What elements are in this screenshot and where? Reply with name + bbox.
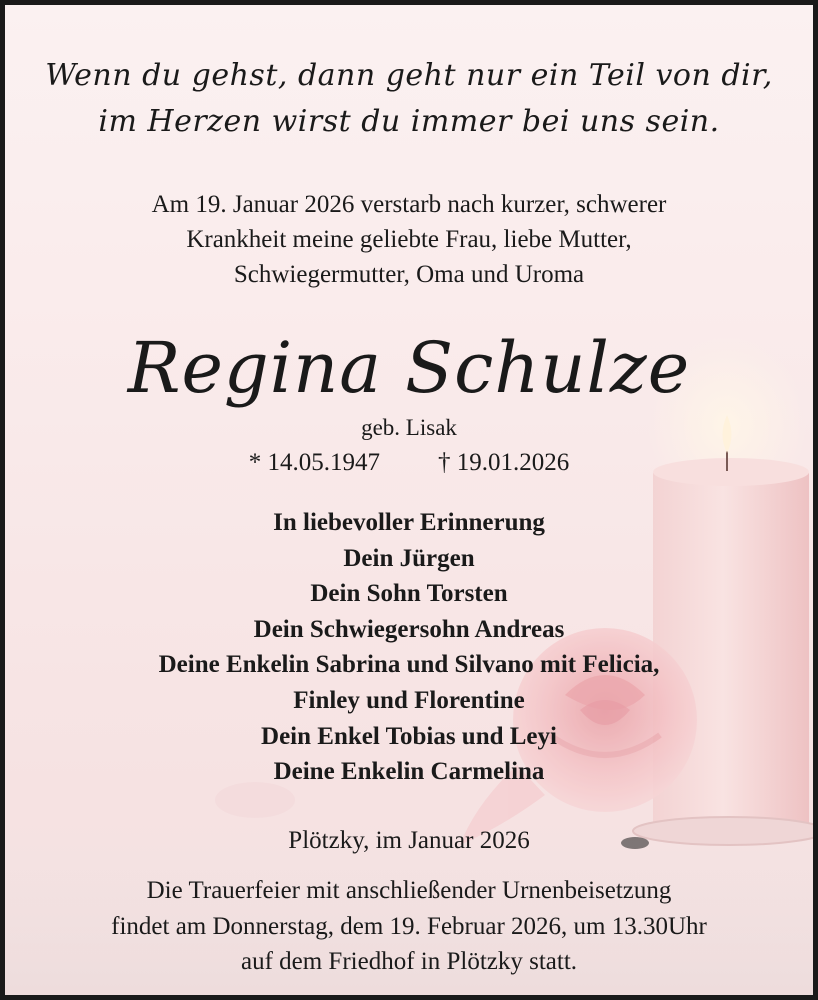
motto-line: Wenn du gehst, dann geht nur ein Teil von dir, [45, 58, 773, 93]
notice-line: findet am Donnerstag, dem 19. Februar 2026, um 13.30Uhr [111, 912, 707, 940]
motto-line: im Herzen wirst du immer bei uns sein. [98, 104, 720, 139]
death-announcement [5, 187, 813, 292]
announcement-line: Am 19. Januar 2026 verstarb nach kurzer, schwerer [151, 191, 667, 218]
death-date: † 19.01.2026 [438, 449, 570, 476]
mourner-line: In liebevoller Erinnerung [273, 509, 545, 536]
mourner-line: Dein Schwiegersohn Andreas [253, 615, 565, 643]
funeral-notice [5, 873, 813, 980]
maiden-name: geb. Lisak [361, 415, 457, 440]
mourner-line: Dein Enkel Tobias und Leyi [261, 722, 557, 750]
mourner-line: Finley und Florentine [293, 686, 525, 714]
life-dates [5, 445, 813, 481]
mourner-line: Dein Sohn Torsten [310, 580, 508, 608]
birth-date: * 14.05.1947 [248, 449, 380, 476]
notice-line: Die Trauerfeier mit anschließender Urnenbeisetzung [146, 877, 672, 904]
mourner-line: Dein Jürgen [343, 544, 475, 572]
deceased-name: Regina Schulze [127, 327, 691, 409]
place-and-date: Plötzky, im Januar 2026 [288, 827, 530, 854]
mourners-list [5, 505, 813, 790]
mourner-line: Deine Enkelin Carmelina [273, 758, 545, 786]
notice-line: auf dem Friedhof in Plötzky statt. [240, 948, 578, 975]
mourner-line: Deine Enkelin Sabrina und Silvano mit Felicia, [158, 651, 660, 679]
motto-verse [5, 53, 813, 145]
announcement-line: Krankheit meine geliebte Frau, liebe Mutter, [186, 226, 632, 253]
announcement-line: Schwiegermutter, Oma und Uroma [233, 261, 585, 288]
